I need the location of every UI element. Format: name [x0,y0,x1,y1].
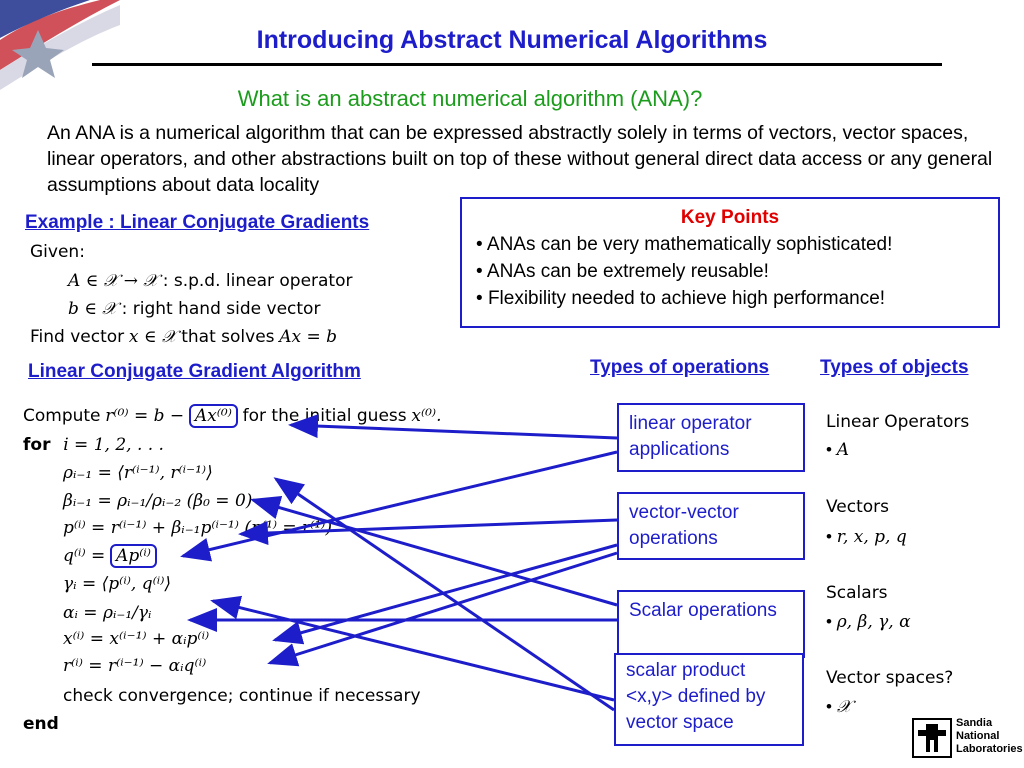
arrow-to-rho [276,479,614,710]
rho-line: ρᵢ₋₁ = ⟨r⁽ⁱ⁻¹⁾, r⁽ⁱ⁻¹⁾⟩ [63,463,213,483]
gamma-line: γᵢ = ⟨p⁽ⁱ⁾, q⁽ⁱ⁾⟩ [63,574,172,594]
ap-highlight: Ap⁽ⁱ⁾ [110,544,157,568]
arrow-to-ap [183,452,617,556]
operator-text: : s.p.d. linear operator [162,271,353,291]
p-update-line: p⁽ⁱ⁾ = r⁽ⁱ⁻¹⁾ + βᵢ₋₁p⁽ⁱ⁻¹⁾ (p⁽¹⁾ = r⁽¹⁾) [63,518,332,538]
objects-heading: Types of objects [820,357,969,378]
sandia-logo [912,717,1023,759]
vector-vector-box: vector-vector operations [617,492,805,560]
find-text: Find vector [30,327,125,347]
arrow-to-p-update [241,520,617,534]
find-math-x: x ∈ 𝒳 [128,327,177,347]
operations-heading: Types of operations [590,357,770,378]
compute-math: r⁽⁰⁾ = b − [105,406,185,426]
intro-paragraph: An ANA is a numerical algorithm that can be expressed abstractly solely in terms of vectors, vector spaces, linear operators, and other abstractions built on top of these without general direct data access or any general assumptions about data locality [47,122,993,196]
find-text-2: that solves [181,327,275,347]
object-group-items: • A [826,440,849,460]
check-convergence-line: check convergence; continue if necessary [63,686,421,706]
arrow-to-r-update [270,553,617,663]
operator-math: A ∈ 𝒳 → 𝒳 [68,271,158,291]
scalar-product-box: scalar product <x,y> defined by vector space [614,653,804,746]
for-range: i = 1, 2, . . . [63,435,164,455]
initial-guess-math: x⁽⁰⁾. [411,406,442,426]
linear-op-highlight: Ax⁽⁰⁾ [189,404,238,428]
object-group-name: Vectors [826,497,890,517]
x-update-line: x⁽ⁱ⁾ = x⁽ⁱ⁻¹⁾ + αᵢp⁽ⁱ⁾ [63,629,210,649]
subtitle: What is an abstract numerical algorithm (ANA)? [237,86,703,111]
arrow-to-compute [291,425,617,438]
q-lhs: q⁽ⁱ⁾ = [63,546,106,566]
scalar-operations-box: Scalar operations [617,590,805,658]
object-group-name: Linear Operators [826,412,970,432]
algorithm-heading: Linear Conjugate Gradient Algorithm [28,361,361,382]
rhs-math: b ∈ 𝒳 [68,299,117,319]
example-heading: Example : Linear Conjugate Gradients [25,212,370,233]
alpha-line: αᵢ = ρᵢ₋₁/γᵢ [63,603,152,623]
key-point-item: • Flexibility needed to achieve high performance! [476,288,886,309]
arrow-to-gamma [213,601,614,700]
object-group-items: • ρ, β, γ, α [826,612,911,632]
rhs-text: : right hand side vector [121,299,321,319]
key-point-item: • ANAs can be extremely reusable! [476,261,769,282]
compute-text: Compute [23,406,101,426]
object-group-items: • r, x, p, q [826,527,907,547]
arrow-to-x-update [275,545,617,640]
find-math-eq: Ax = b [279,327,338,347]
key-point-item: • ANAs can be very mathematically sophisticated! [476,234,893,255]
object-group-name: Scalars [826,583,888,603]
beta-line: βᵢ₋₁ = ρᵢ₋₁/ρᵢ₋₂ (β₀ = 0) [63,491,253,511]
page-title: Introducing Abstract Numerical Algorithms [256,26,768,54]
logo-text: Sandia National Laboratories [956,717,1023,755]
thunderbird-icon [912,718,952,758]
for-keyword: for [23,435,51,455]
end-keyword: end [23,714,59,734]
compute-text-2: for the initial guess [242,406,407,426]
object-group-name: Vector spaces? [826,668,954,688]
linear-operator-box: linear operator applications [617,403,805,472]
key-points-title: Key Points [680,207,780,228]
given-label: Given: [30,242,85,262]
r-update-line: r⁽ⁱ⁾ = r⁽ⁱ⁻¹⁾ − αᵢq⁽ⁱ⁾ [63,656,207,676]
object-group-items: • 𝒳 [826,697,852,717]
